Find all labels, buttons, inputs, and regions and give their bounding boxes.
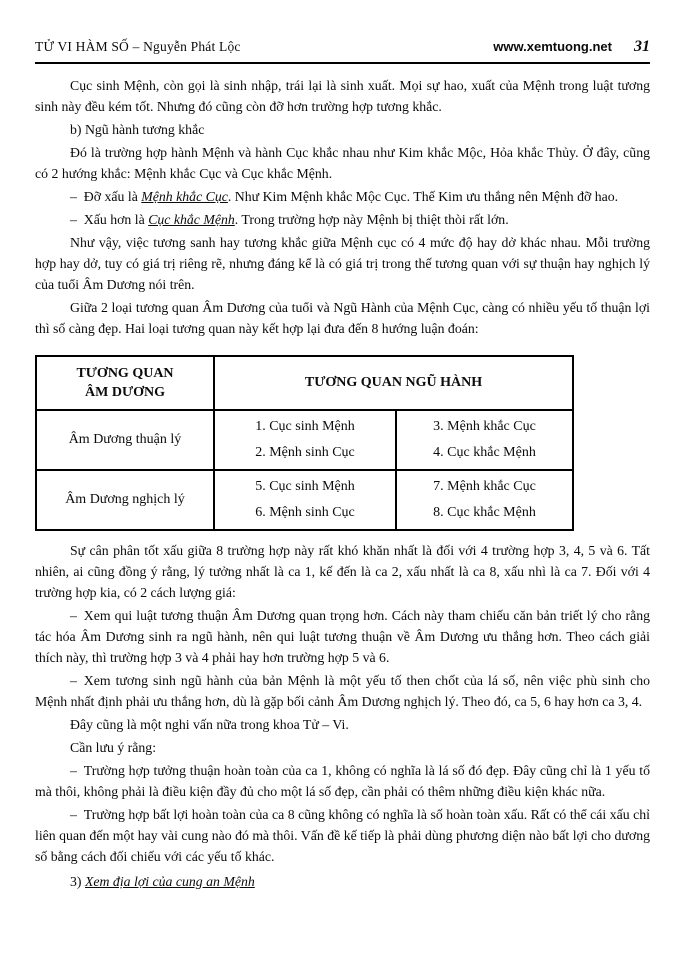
heading-xem-dia-loi <box>35 871 650 892</box>
emphasis-xem-dia-loi: Xem địa lợi của cung an Mệnh <box>84 874 255 889</box>
cell-sinh-nghich-ly <box>214 470 396 530</box>
heading-ngu-hanh-tuong-khac: b) Ngũ hành tương khắc <box>70 122 205 137</box>
paragraph-giua-2-loai: Giữa 2 loại tương quan Âm Dương của tuổi và Ngũ Hành của Mệnh Cục, càng có nhiều yếu tố thuận lợi thì số càng đẹp. Hai loại tương quan này kết hợp lại đưa đến 8 hướng luận đoán: <box>35 300 650 336</box>
page-body <box>35 75 650 892</box>
cell-line: 3. Mệnh khắc Cục <box>433 419 536 434</box>
list-item-xem-tuong-sinh: – Xem tương sinh ngũ hành của bản Mệnh là một yếu tố then chốt của lá số, nên việc phù sinh cho Mệnh nhất định phải ưu thắng hơn, dù là gặp bối cảnh Âm Dương nghịch lý. Theo đó, ca 5, 6 hay hơn ca 3, 4. <box>35 673 650 709</box>
paragraph-cuc-sinh-menh: Cục sinh Mệnh, còn gọi là sinh nhập, trái lại là sinh xuất. Mọi sự hao, xuất của Mệnh trong luật tương sinh này đều kém tốt. Nhưng đó cũng còn đỡ hơn trường hợp tương khắc. <box>35 78 650 114</box>
emphasis-cuc-khac-menh: Cục khắc Mệnh <box>148 212 235 227</box>
run-text: – Đỡ xấu là <box>70 189 142 204</box>
row-label-thuan-ly: Âm Dương thuận lý <box>36 410 214 470</box>
table-header-am-duong <box>36 356 214 410</box>
list-item-xau-hon <box>35 209 650 230</box>
header-divider <box>35 62 650 64</box>
row-label-nghich-ly: Âm Dương nghịch lý <box>36 470 214 530</box>
emphasis-menh-khac-cuc: Mệnh khắc Cục <box>141 189 228 204</box>
paragraph-can-luu-y: Cần lưu ý rằng: <box>70 740 157 755</box>
cell-line: 1. Cục sinh Mệnh <box>255 419 355 434</box>
cell-line: 5. Cục sinh Mệnh <box>255 479 355 494</box>
run-text: . Trong trường hợp này Mệnh bị thiệt thòi rất lớn. <box>234 212 509 227</box>
cell-khac-thuan-ly <box>396 410 573 470</box>
cell-line: 7. Mệnh khắc Cục <box>433 479 536 494</box>
table-row-nghich-ly <box>36 470 573 530</box>
paragraph-day-cung-la: Đây cũng là một nghi vấn nữa trong khoa Tử – Vi. <box>70 717 349 732</box>
cell-line: 6. Mệnh sinh Cục <box>255 505 355 520</box>
paragraph-do-la-truong-hop: Đó là trường hợp hành Mệnh và hành Cục khắc nhau như Kim khắc Mộc, Hỏa khắc Thủy. Ở đây, cũng có 2 hướng khắc: Mệnh khắc Cục và Cục khắc Mệnh. <box>35 145 650 181</box>
list-item-truong-hop-ca8: – Trường hợp bất lợi hoàn toàn của ca 8 cũng không có nghĩa là số hoàn toàn xấu. Rất có thể cái xấu chỉ liên quan đến một hay vài cung nào đó mà thôi. Vấn đề kế tiếp là phải dùng phương diện nào bất lợi cho dương số bằng cách đối chiếu với các yếu tố khác. <box>35 807 650 864</box>
table-header-row <box>36 356 573 410</box>
cell-line: 4. Cục khắc Mệnh <box>433 445 536 460</box>
list-item-xem-qui-luat: – Xem qui luật tương thuận Âm Dương quan trọng hơn. Cách này tham chiếu căn bản triết lý cho rằng tác hóa Âm Dương sinh ra ngũ hành, nên qui luật tương thuận về Âm Dương ưu thắng hơn. Theo cách giải thích này, thì trường hợp 3 và 4 phải hay hơn trường hợp 5 và 6. <box>35 608 650 665</box>
header-line: ÂM DƯƠNG <box>85 385 165 400</box>
header-right <box>493 38 650 56</box>
tuong-quan-table <box>35 355 574 531</box>
cell-khac-nghich-ly <box>396 470 573 530</box>
list-item-do-xau <box>35 186 650 207</box>
cell-sinh-thuan-ly <box>214 410 396 470</box>
list-item-truong-hop-ca1: – Trường hợp tưởng thuận hoàn toàn của ca 1, không có nghĩa là lá số đó đẹp. Đây cũng chỉ là 1 yếu tố mà thôi, không phải là điều kiện đầy đủ cho một lá số đẹp, cần phải có thêm những điều kiện khác nữa. <box>35 763 650 799</box>
paragraph-nhu-vay: Như vậy, việc tương sanh hay tương khắc giữa Mệnh cục có 4 mức độ hay dở khác nhau. Mỗi trường hợp hay dở, tuy có giá trị riêng rẽ, nhưng đáng kể là có giá trị trong thế tương quan với sự thuận hay nghịch lý của tuổi Âm Dương nói trên. <box>35 235 650 292</box>
paragraph-su-can-phan: Sự cân phân tốt xấu giữa 8 trường hợp này rất khó khăn nhất là đối với 4 trường hợp 3, 4, 5 và 6. Tất nhiên, ai cũng đồng ý rằng, lý tưởng nhất là ca 1, kế đến là ca 2, xấu nhất là ca 8, xấu nhì là ca 7. Đối với 4 trường hợp kia, có 2 cách lượng giá: <box>35 543 650 600</box>
run-text: . Như Kim Mệnh khắc Mộc Cục. Thế Kim ưu thắng nên Mệnh đỡ hao. <box>227 189 619 204</box>
page-number: 31 <box>634 38 650 55</box>
run-text: – Xấu hơn là <box>70 212 149 227</box>
table-header-ngu-hanh: TƯƠNG QUAN NGŨ HÀNH <box>214 356 573 410</box>
header-line: TƯƠNG QUAN <box>76 366 174 381</box>
table-row-thuan-ly <box>36 410 573 470</box>
website-url: www.xemtuong.net <box>493 39 612 54</box>
book-title: TỬ VI HÀM SỐ – Nguyễn Phát Lộc <box>35 39 241 54</box>
page-header <box>35 38 650 56</box>
run-text: 3) <box>70 874 85 889</box>
cell-line: 8. Cục khắc Mệnh <box>433 505 536 520</box>
cell-line: 2. Mệnh sinh Cục <box>255 445 355 460</box>
